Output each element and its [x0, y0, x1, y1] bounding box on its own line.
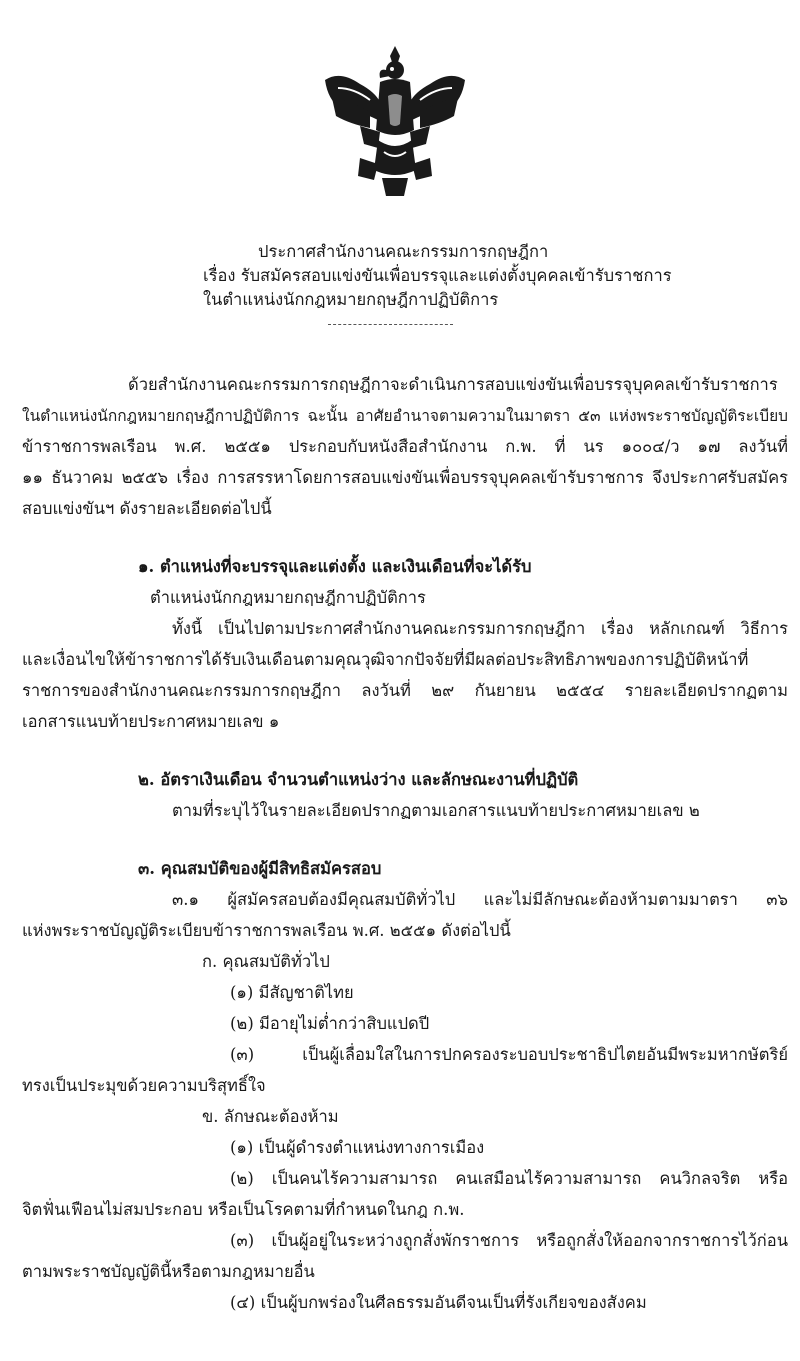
document-title: ประกาศสำนักงานคณะกรรมการกฤษฎีกา [258, 242, 549, 261]
prohibited-item-3: (๓) เป็นผู้อยู่ในระหว่างถูกสั่งพักราชการ หรือถูกสั่งให้ออกจากราชการไว้ก่อน [230, 1231, 788, 1250]
prohibited-item-3-cont: ตามพระราชบัญญัตินี้หรือตามกฎหมายอื่น [22, 1262, 315, 1281]
prohibited-item-4: (๔) เป็นผู้บกพร่องในศีลธรรมอันดีจนเป็นที่รังเกียจของสังคม [230, 1293, 647, 1312]
intro-line-2: ในตำแหน่งนักกฎหมายกฤษฎีกาปฏิบัติการ ฉะนั้น อาศัยอำนาจตามความในมาตรา ๕๓ แห่งพระราชบัญญัติระเบียบ [22, 407, 788, 425]
prohibited-heading: ข. ลักษณะต้องห้าม [202, 1107, 339, 1126]
section-3-heading: ๓. คุณสมบัติของผู้มีสิทธิสมัครสอบ [138, 859, 382, 878]
subject-line-2: ในตำแหน่งนักกฎหมายกฤษฎีกาปฏิบัติการ [203, 290, 499, 309]
prohibited-item-1: (๑) เป็นผู้ดำรงตำแหน่งทางการเมือง [230, 1138, 485, 1157]
section-2-heading: ๒. อัตราเงินเดือน จำนวนตำแหน่งว่าง และลักษณะงานที่ปฏิบัติ [138, 770, 579, 789]
section-3-1-line-2: แห่งพระราชบัญญัติระเบียบข้าราชการพลเรือน พ.ศ. ๒๕๕๑ ดังต่อไปนี้ [22, 921, 511, 940]
general-item-3: (๓) เป็นผู้เลื่อมใสในการปกครองระบอบประชาธิปไตยอันมีพระมหากษัตริย์ [230, 1045, 788, 1064]
intro-line-1: ด้วยสำนักงานคณะกรรมการกฤษฎีกาจะดำเนินการสอบแข่งขันเพื่อบรรจุบุคคลเข้ารับราชการ [128, 375, 778, 394]
garuda-emblem-icon [320, 40, 470, 200]
section-1-position: ตำแหน่งนักกฎหมายกฤษฎีกาปฏิบัติการ [150, 588, 426, 607]
section-3-1-line-1: ๓.๑ ผู้สมัครสอบต้องมีคุณสมบัติทั่วไป และไม่มีลักษณะต้องห้ามตามมาตรา ๓๖ [172, 890, 788, 909]
prohibited-item-2-cont: จิตฟั่นเฟือนไม่สมประกอบ หรือเป็นโรคตามที่กำหนดในกฎ ก.พ. [22, 1200, 465, 1219]
header-divider [328, 324, 453, 325]
section-1-line-4: เอกสารแนบท้ายประกาศหมายเลข ๑ [22, 712, 280, 731]
section-1-line-3: ราชการของสำนักงานคณะกรรมการกฤษฎีกา ลงวันที่ ๒๙ กันยายน ๒๕๕๔ รายละเอียดปรากฏตาม [22, 681, 788, 700]
section-1-line-2: และเงื่อนไขให้ข้าราชการได้รับเงินเดือนตามคุณวุฒิจากปัจจัยที่มีผลต่อประสิทธิภาพของการปฏิบัติหน้าที่ [22, 650, 749, 669]
general-item-3-cont: ทรงเป็นประมุขด้วยความบริสุทธิ์ใจ [22, 1076, 266, 1095]
intro-line-4: ๑๑ ธันวาคม ๒๕๕๖ เรื่อง การสรรหาโดยการสอบแข่งขันเพื่อบรรจุบุคคลเข้ารับราชการ จึงประกาศรับสมัคร [22, 468, 788, 487]
section-2-line: ตามที่ระบุไว้ในรายละเอียดปรากฏตามเอกสารแนบท้ายประกาศหมายเลข ๒ [172, 801, 700, 820]
subject-line-1: เรื่อง รับสมัครสอบแข่งขันเพื่อบรรจุและแต่งตั้งบุคคลเข้ารับราชการ [203, 266, 672, 285]
intro-line-5: สอบแข่งขันฯ ดังรายละเอียดต่อไปนี้ [22, 499, 272, 518]
intro-line-3: ข้าราชการพลเรือน พ.ศ. ๒๕๕๑ ประกอบกับหนังสือสำนักงาน ก.พ. ที่ นร ๑๐๐๔/ว ๑๗ ลงวันที่ [22, 437, 788, 456]
section-1-heading: ๑. ตำแหน่งที่จะบรรจุและแต่งตั้ง และเงินเดือนที่จะได้รับ [138, 557, 532, 576]
prohibited-item-2: (๒) เป็นคนไร้ความสามารถ คนเสมือนไร้ความสามารถ คนวิกลจริต หรือ [230, 1169, 788, 1188]
section-1-line-1: ทั้งนี้ เป็นไปตามประกาศสำนักงานคณะกรรมการกฤษฎีกา เรื่อง หลักเกณฑ์ วิธีการ [172, 619, 788, 638]
general-qualifications-heading: ก. คุณสมบัติทั่วไป [202, 952, 330, 971]
general-item-1: (๑) มีสัญชาติไทย [230, 983, 354, 1002]
general-item-2: (๒) มีอายุไม่ต่ำกว่าสิบแปดปี [230, 1014, 430, 1033]
